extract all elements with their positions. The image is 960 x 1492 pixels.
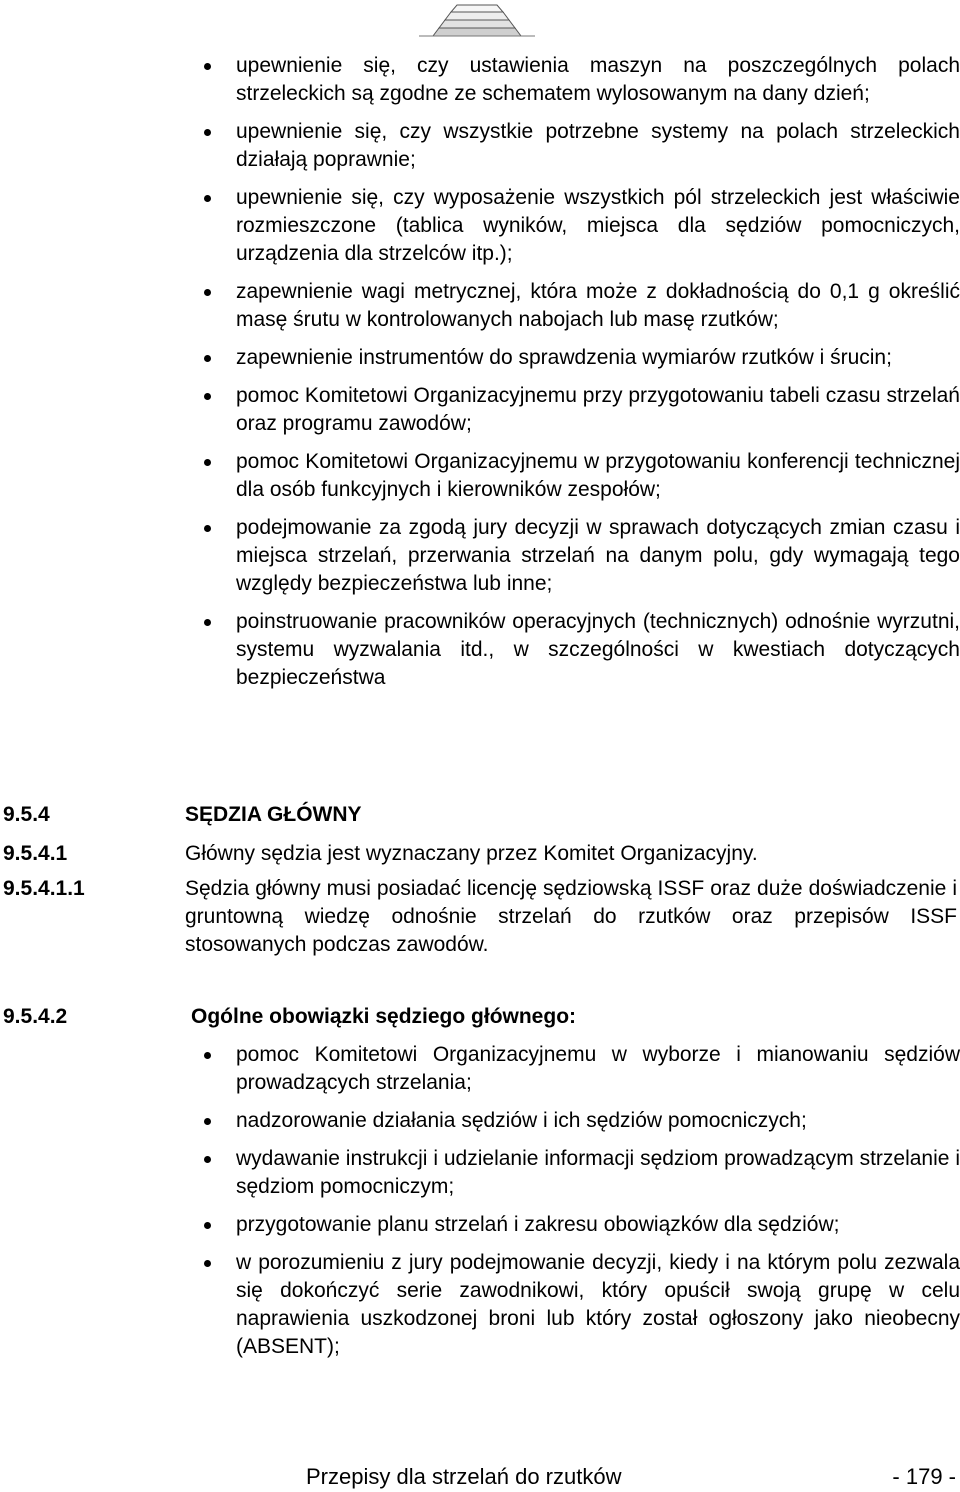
section-9-5-4-heading: 9.5.4 SĘDZIA GŁÓWNY bbox=[3, 803, 362, 826]
bullet-icon bbox=[204, 355, 211, 362]
list-item: pomoc Komitetowi Organizacyjnemu w przygotowaniu konferencji technicznej dla osób funkcyjnych i kierowników zespołów; bbox=[200, 448, 960, 504]
footer-title: Przepisy dla strzelań do rzutków bbox=[306, 1464, 622, 1489]
bullet-icon bbox=[204, 619, 211, 626]
duties-list-bottom bbox=[200, 1041, 960, 1371]
bullet-icon bbox=[204, 129, 211, 136]
bullet-icon bbox=[204, 63, 211, 70]
list-item: poinstruowanie pracowników operacyjnych (technicznych) odnośnie wyrzutni, systemu wyzwalania itd., w szczególności w kwestiach dotyczących bezpieczeństwa bbox=[200, 608, 960, 692]
duties-list-top bbox=[200, 52, 960, 702]
bullet-icon bbox=[204, 289, 211, 296]
list-item: upewnienie się, czy ustawienia maszyn na poszczególnych polach strzeleckich są zgodne ze schematem wylosowanym na dany dzień; bbox=[200, 52, 960, 108]
list-item: nadzorowanie działania sędziów i ich sędziów pomocniczych; bbox=[200, 1107, 960, 1135]
bullet-icon bbox=[204, 525, 211, 532]
list-item: zapewnienie wagi metrycznej, która może z dokładnością do 0,1 g określić masę śrutu w kontrolowanych nabojach lub masę rzutków; bbox=[200, 278, 960, 334]
list-item: upewnienie się, czy wszystkie potrzebne systemy na polach strzeleckich działają poprawnie; bbox=[200, 118, 960, 174]
bullet-icon bbox=[204, 1118, 211, 1125]
list-item: w porozumieniu z jury podejmowanie decyzji, kiedy i na którym polu zezwala się dokończyć serie zawodnikowi, który opuścił swoją grupę w celu naprawienia uszkodzonej broni lub który został ogłoszony jako nieobecny (ABSENT); bbox=[200, 1249, 960, 1361]
section-9-5-4-1: 9.5.4.1 Główny sędzia jest wyznaczany przez Komitet Organizacyjny. bbox=[3, 842, 758, 865]
bullet-icon bbox=[204, 1222, 211, 1229]
list-item: wydawanie instrukcji i udzielanie informacji sędziom prowadzącym strzelanie i sędziom pomocniczym; bbox=[200, 1145, 960, 1201]
list-item: podejmowanie za zgodą jury decyzji w sprawach dotyczących zmian czasu i miejsca strzelań, przerwania strzelań na danym polu, gdy wymagają tego względy bezpieczeństwa lub inne; bbox=[200, 514, 960, 598]
list-item: upewnienie się, czy wyposażenie wszystkich pól strzeleckich jest właściwie rozmieszczone (tablica wyników, miejsca dla sędziów pomocniczych, urządzenia dla strzelców itp.); bbox=[200, 184, 960, 268]
list-item: zapewnienie instrumentów do sprawdzenia wymiarów rzutków i śrucin; bbox=[200, 344, 960, 372]
document-logo-icon bbox=[419, 2, 535, 38]
section-9-5-4-1-1: 9.5.4.1.1 Sędzia główny musi posiadać licencję sędziowską ISSF oraz duże doświadczenie i gruntowną wiedzę odnośnie strzelań do rzutków oraz przepisów ISSF stosowanych podczas zawodów. bbox=[3, 877, 957, 956]
list-item: pomoc Komitetowi Organizacyjnemu w wyborze i mianowaniu sędziów prowadzących strzelania; bbox=[200, 1041, 960, 1097]
list-item: pomoc Komitetowi Organizacyjnemu przy przygotowaniu tabeli czasu strzelań oraz programu zawodów; bbox=[200, 382, 960, 438]
bullet-icon bbox=[204, 1052, 211, 1059]
section-9-5-4-2: 9.5.4.2 Ogólne obowiązki sędziego głównego: bbox=[3, 1005, 577, 1028]
bullet-icon bbox=[204, 1156, 211, 1163]
bullet-icon bbox=[204, 1260, 211, 1267]
page-number: - 179 - bbox=[892, 1464, 956, 1489]
bullet-icon bbox=[204, 393, 211, 400]
list-item: przygotowanie planu strzelań i zakresu obowiązków dla sędziów; bbox=[200, 1211, 960, 1239]
bullet-icon bbox=[204, 195, 211, 202]
bullet-icon bbox=[204, 459, 211, 466]
